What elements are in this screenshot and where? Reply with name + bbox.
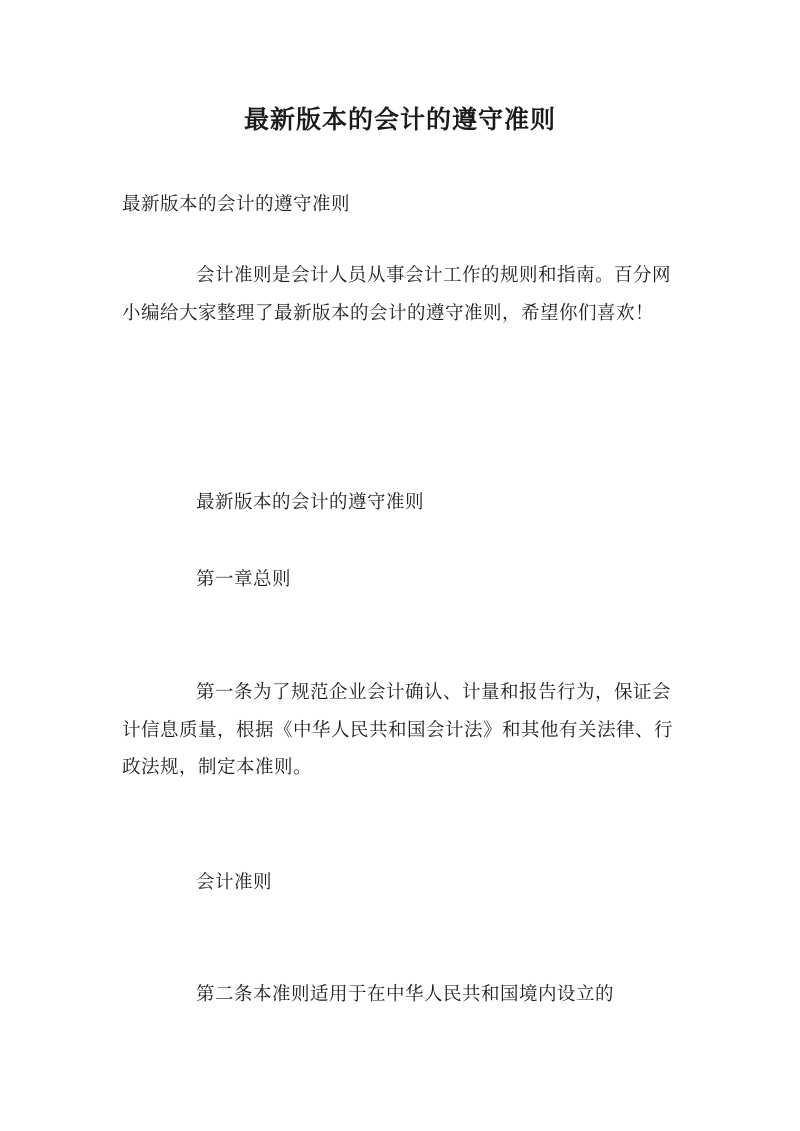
intro-paragraph: 会计准则是会计人员从事会计工作的规则和指南。百分网小编给大家整理了最新版本的会计的遵守准则，希望你们喜欢！	[122, 265, 672, 324]
article-1-paragraph: 第一条为了规范企业会计确认、计量和报告行为，保证会计信息质量，根据《中华人民共和国会计法》和其他有关法律、行政法规，制定本准则。	[122, 682, 674, 778]
section-heading: 最新版本的会计的遵守准则	[196, 492, 425, 513]
document-title: 最新版本的会计的遵守准则	[243, 105, 556, 134]
chapter-heading: 第一章总则	[196, 569, 292, 590]
article-2-paragraph: 第二条本准则适用于在中华人民共和国境内设立的	[196, 984, 615, 1005]
document-subtitle: 最新版本的会计的遵守准则	[122, 194, 351, 215]
section-label: 会计准则	[196, 872, 273, 893]
